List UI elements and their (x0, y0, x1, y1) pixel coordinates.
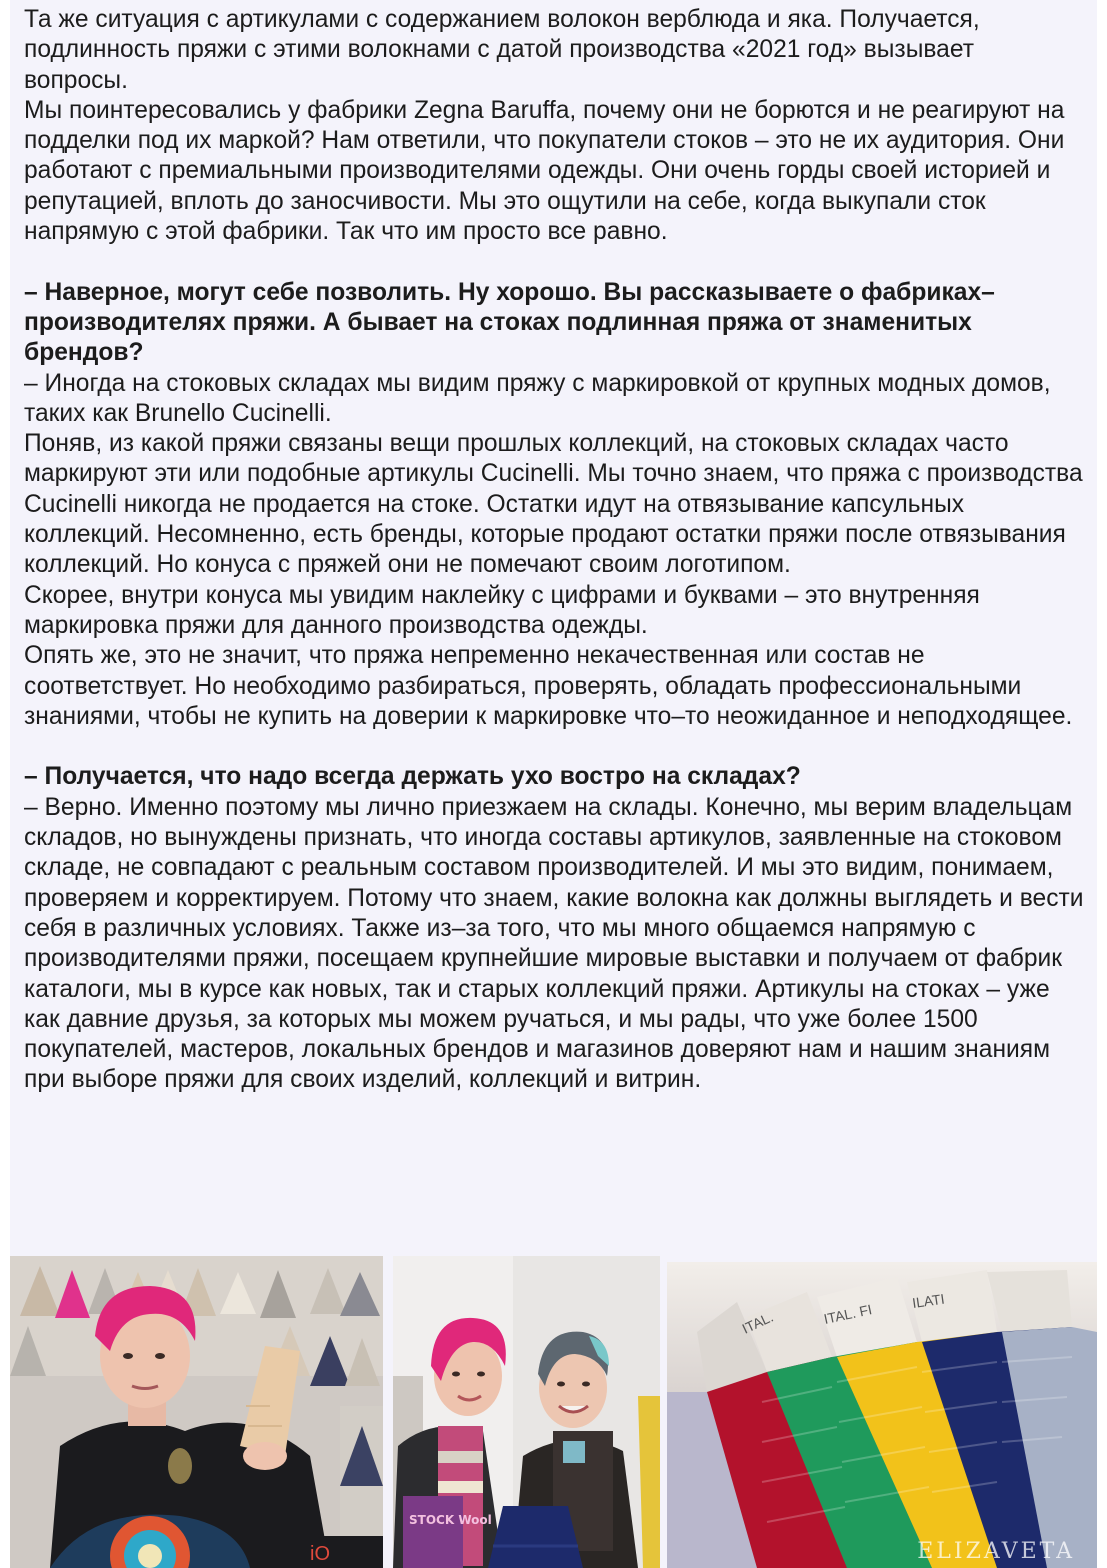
interview-question: – Получается, что надо всегда держать ухо востро на складах? (24, 763, 801, 791)
paragraph: Та же ситуация с артикулами с содержанием волокон верблюда и яка. Получается, подлинность пряжи с этими волокнами с датой производства «2021 год» вызывает вопросы. (24, 6, 980, 94)
paragraph-gap (24, 732, 1084, 762)
photo-two-women-with-yarn (393, 1256, 660, 1568)
paragraph: Скорее, внутри конуса мы увидим наклейку с цифрами и буквами – это внутренняя маркировка пряжи для данного производства одежды. (24, 581, 980, 639)
paragraph: Поняв, из какой пряжи связаны вещи прошлых коллекций, на стоковых складах часто маркируют эти или подобные артикулы Cucinelli. Мы точно знаем, что пряжа с производства Cucinelli никогда не продается на стоке. Остатки идут на отвязывание капсульных коллекций. Несомненно, есть бренды, которые продают остатки пряжи после отвязывания коллекций. Но конуса с пряжей они не помечают своим логотипом. (24, 430, 1083, 579)
paragraph: Опять же, это не значит, что пряжа непременно некачественная или состав не соответствует. Но необходимо разбираться, проверять, обладать профессиональными знаниями, чтобы не купить на доверии к маркировке что–то неожиданное и неподходящее. (24, 642, 1073, 730)
paragraph: Мы поинтересовались у фабрики Zegna Baruffa, почему они не борются и не реагируют на подделки под их маркой? Нам ответили, что покупатели стоков – это не их аудитория. Они работают с премиальными производителями одежды. Они очень горды своей историей и репутацией, вплоть до заносчивости. Мы это ощутили на себе, когда выкупали сток напрямую с этой фабрики. Так что им просто все равно. (24, 96, 1065, 246)
article-body (24, 5, 1084, 1096)
spool-label-3: ILATI (911, 1290, 946, 1311)
page (10, 0, 1097, 1568)
paragraph: – Иногда на стоковых складах мы видим пряжу с маркировкой от крупных модных домов, таких как Brunello Cucinelli. (24, 369, 1051, 427)
spool-label-1: ITAL. (739, 1308, 776, 1337)
spool-label-text: iO (310, 1543, 330, 1565)
paragraph: – Верно. Именно поэтому мы лично приезжаем на склады. Конечно, мы верим владельцам складов, но вынуждены признать, что иногда составы артикулов, заявленные на стоковом складе, не совпадают с реальным составом производителей. И мы это видим, понимаем, проверяем и корректируем. Потому что знаем, какие волокна как должны выглядеть и вести себя в различных условиях. Также из–за того, что мы много общаемся напрямую с производителями пряжи, посещаем крупнейшие мировые выставки и получаем от фабрик каталоги, мы в курсе как новых, так и старых коллекций пряжи. Артикулы на стоках – уже как давние друзья, за которых мы можем ручаться, и мы рады, что уже более 1500 покупателей, мастеров, локальных брендов и магазинов доверяют нам и нашим знаниям при выборе пряжи для своих изделий, коллекций и витрин. (24, 793, 1084, 1094)
photo-woman-with-yarn-cone (10, 1256, 383, 1568)
interview-question: – Наверное, могут себе позволить. Ну хорошо. Вы рассказываете о фабриках–производителях пряжи. А бывает на стоках подлинная пряжа от знаменитых брендов? (24, 278, 995, 367)
shirt-text: STOCK Wool (409, 1513, 492, 1527)
photo-yarn-spools-closeup (667, 1262, 1097, 1568)
spool-label-2: ITAL. FI (822, 1301, 874, 1327)
watermark: ELIZAVETA (917, 1539, 1075, 1564)
paragraph-gap (24, 247, 1084, 277)
